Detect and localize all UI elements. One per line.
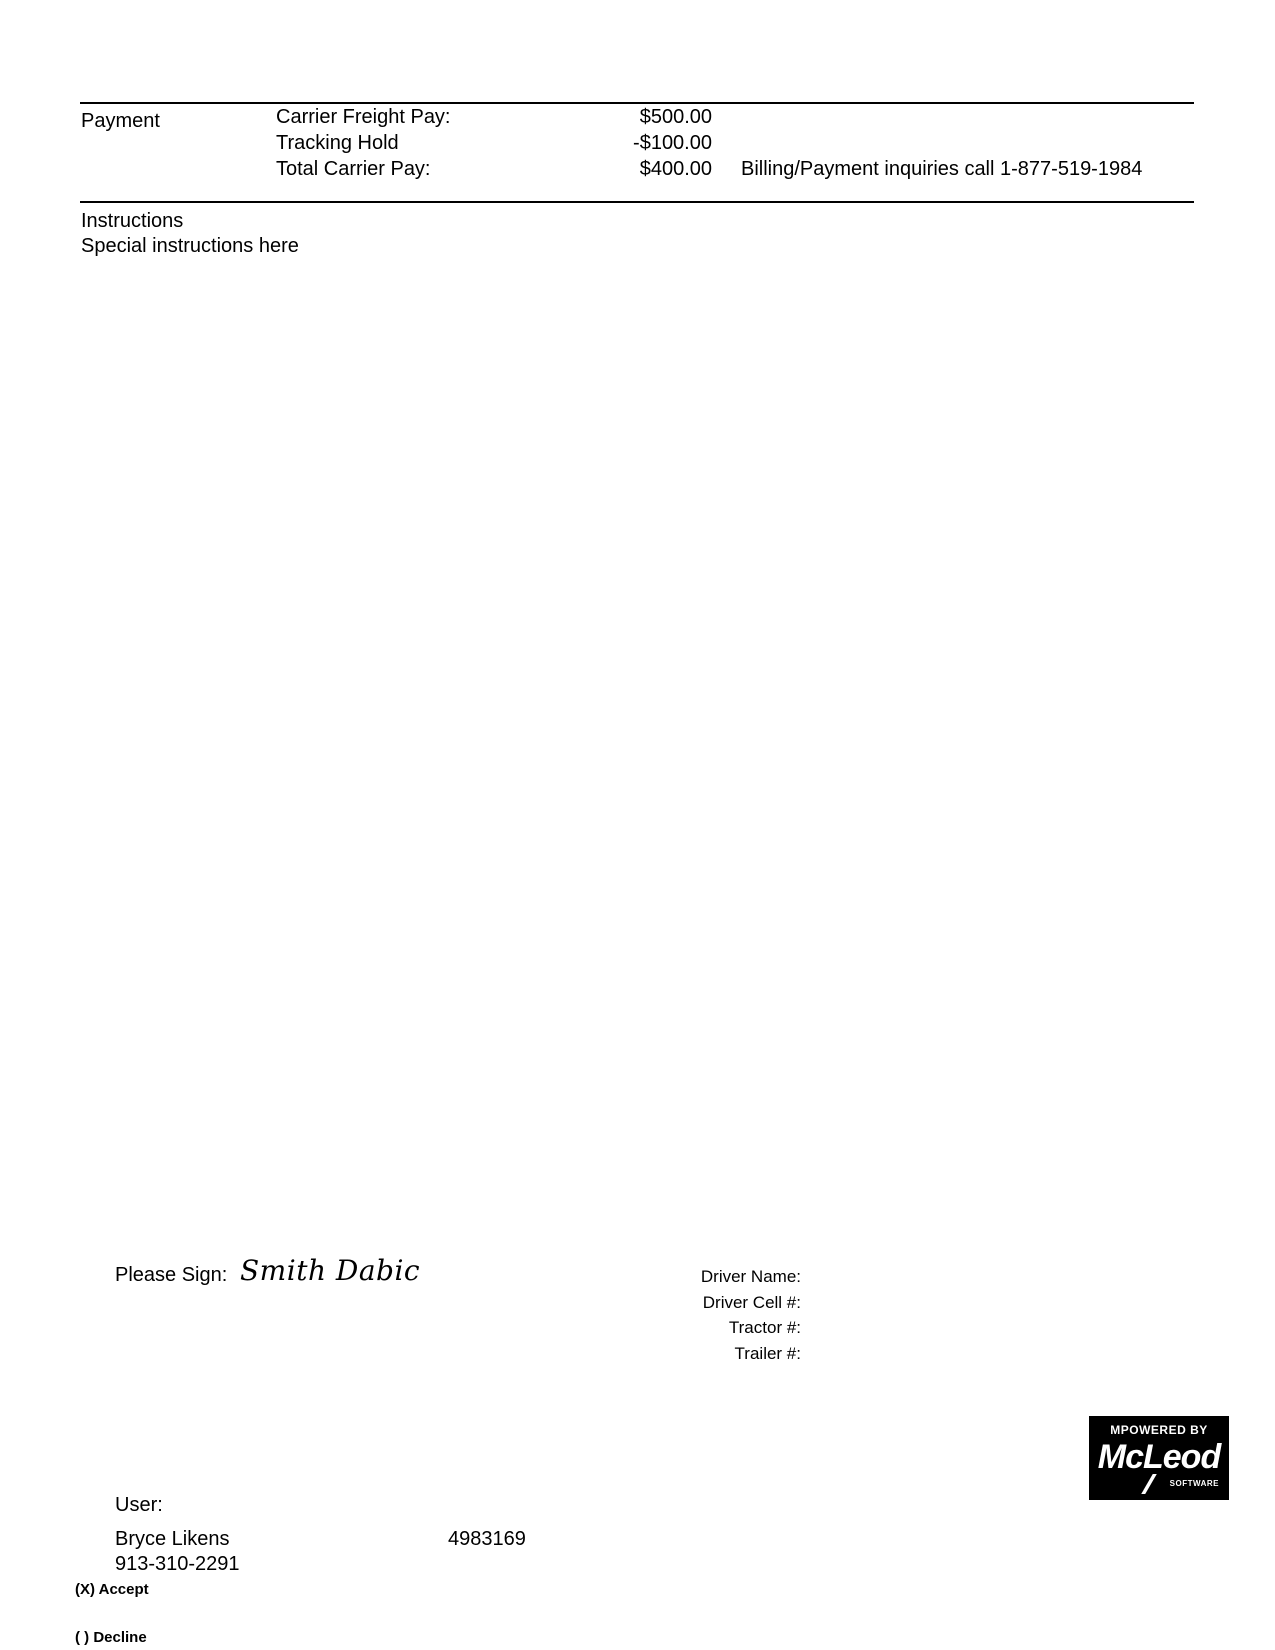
driver-name-label: Driver Name: [700,1267,801,1286]
logo-slash-mark [1141,1474,1157,1494]
payment-row-label: Total Carrier Pay: [276,158,431,180]
payment-row-label: Carrier Freight Pay: [276,106,451,128]
payment-divider [80,201,1194,203]
signature-value: Smith Dabic [240,1254,421,1287]
user-name: Bryce Likens [115,1528,230,1550]
payment-row-amount: $500.00 [639,106,712,128]
signature-label: Please Sign: [115,1264,228,1286]
logo-brand-text: McLeod [1097,1438,1221,1476]
payment-row-amount: -$100.00 [633,132,712,154]
payment-section-label: Payment [81,110,160,132]
user-label: User: [115,1494,163,1516]
accept-option[interactable]: (X) Accept [75,1581,149,1598]
payment-row-label: Tracking Hold [276,132,399,154]
tractor-label: Tractor #: [728,1318,801,1337]
user-phone: 913-310-2291 [115,1553,240,1575]
billing-inquiries-note: Billing/Payment inquiries call 1-877-519-1984 [741,158,1143,180]
top-divider [80,102,1194,104]
user-id: 4983169 [448,1528,526,1550]
trailer-label: Trailer #: [734,1344,801,1363]
logo-sub-text: SOFTWARE [1169,1479,1219,1488]
decline-option[interactable]: ( ) Decline [75,1629,147,1646]
mcleod-logo [1089,1416,1229,1500]
payment-row-amount: $400.00 [639,158,712,180]
logo-top-text: MPOWERED BY [1110,1423,1208,1437]
driver-cell-label: Driver Cell #: [702,1293,801,1312]
instructions-heading: Instructions [81,210,184,232]
instructions-text: Special instructions here [81,235,299,257]
